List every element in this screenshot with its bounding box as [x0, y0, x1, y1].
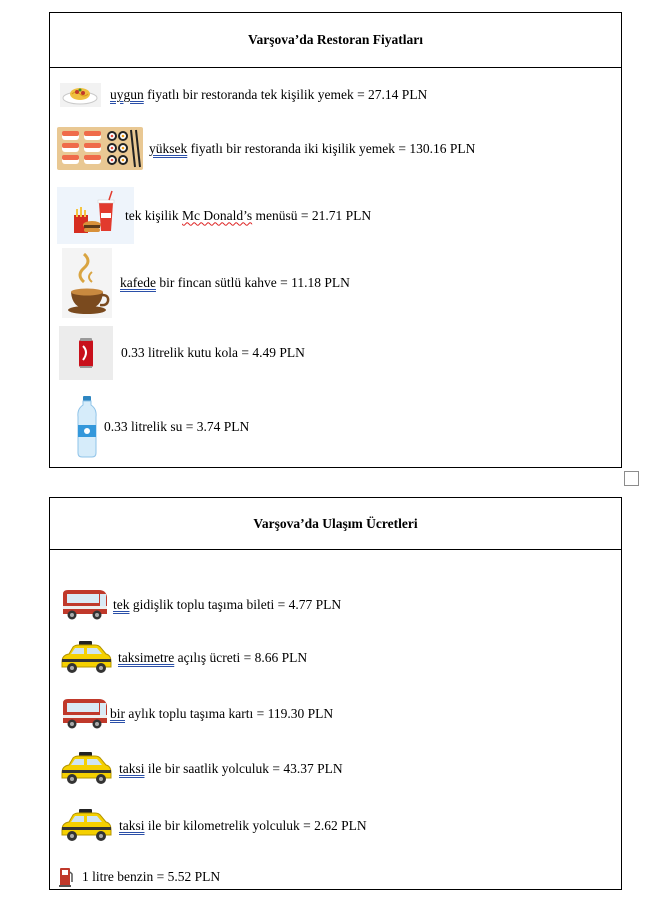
list-item: tek kişilik Mc Donald’s menüsü = 21.71 PLN	[57, 187, 371, 244]
taxi-icon	[59, 751, 113, 786]
table-resize-handle[interactable]	[624, 471, 639, 486]
list-item: taksi ile bir saatlik yolculuk = 43.37 PLN	[59, 751, 343, 786]
spaghetti-plate-icon	[60, 83, 101, 107]
list-item: taksi ile bir kilometrelik yolculuk = 2.62 PLN	[59, 808, 367, 843]
restaurant-prices-title: Varşova’da Restoran Fiyatları	[50, 13, 621, 68]
list-item: kafede bir fincan sütlü kahve = 11.18 PLN	[62, 248, 350, 318]
coffee-cup-icon	[62, 248, 112, 318]
list-item: taksimetre açılış ücreti = 8.66 PLN	[59, 640, 307, 675]
water-bottle-icon	[75, 395, 99, 458]
list-item: 0.33 litrelik kutu kola = 4.49 PLN	[59, 326, 305, 380]
list-item: uygun fiyatlı bir restoranda tek kişilik yemek = 27.14 PLN	[60, 83, 427, 107]
list-item: bir aylık toplu taşıma kartı = 119.30 PLN	[59, 697, 333, 730]
fuel-pump-icon	[58, 866, 74, 888]
list-item: tek gidişlik toplu taşıma bileti = 4.77 PLN	[59, 588, 341, 621]
taxi-icon	[59, 640, 113, 675]
list-item: 0.33 litrelik su = 3.74 PLN	[75, 395, 249, 458]
fast-food-meal-icon	[57, 187, 134, 244]
taxi-icon	[59, 808, 113, 843]
list-item: yüksek fiyatlı bir restoranda iki kişilik yemek = 130.16 PLN	[57, 127, 475, 170]
transport-prices-title: Varşova’da Ulaşım Ücretleri	[50, 498, 621, 550]
sushi-platter-icon	[57, 127, 143, 170]
bus-icon	[59, 588, 109, 621]
cola-can-icon	[59, 326, 113, 380]
bus-icon	[59, 697, 109, 730]
list-item: 1 litre benzin = 5.52 PLN	[58, 866, 220, 888]
